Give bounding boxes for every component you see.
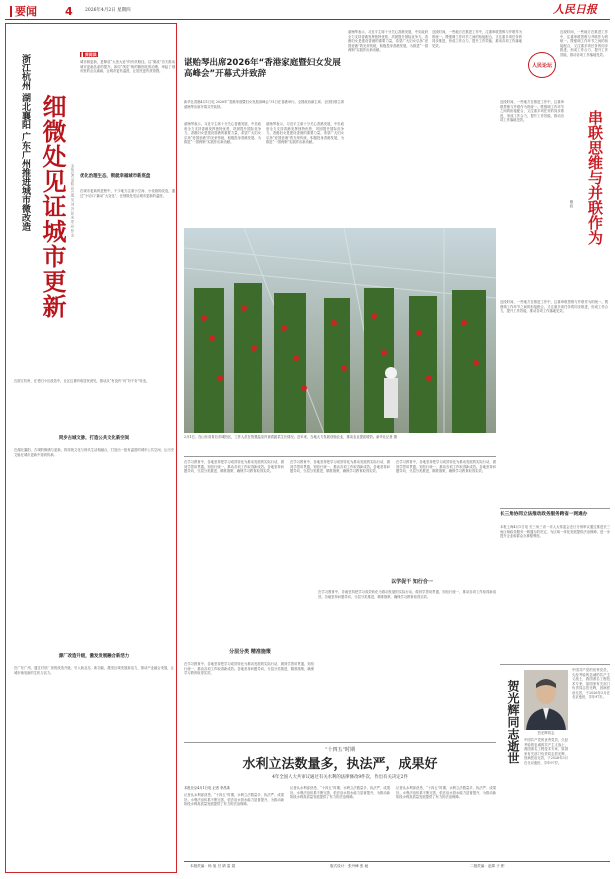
- portrait-photo: [524, 670, 568, 730]
- mid-col-5: 在学习教育中，各地坚持把学习成效转化为推动发展的实际行动，做到学思用贯通、知信行统一，推动各项工作取得新成效。各地坚持问题导向，分层分类推进，精准施策，确保学习教育取得实效。: [318, 590, 496, 599]
- body-section-3: 在湖北襄阳，古城的修缮与更新，将传统文化与现代生活相融合，打造出一批有温度的城市公共空间，让历史文脉在城市更新中得到传承。: [14, 448, 174, 457]
- obituary-body-2: 中国共产党的优秀党员，久经考验的忠诚的共产主义战士，我国著名工程技术专家，原国家有关部门负责同志贺光辉，因病医治无效，于2026年3月在北京逝世，享年97岁。: [524, 738, 568, 765]
- editorial-author: 戴 辉: [570, 200, 574, 209]
- photo-caption: 2月1日，在山东省青岛市城阳区，工作人员在智慧温室内查看蔬菜生长情况。近年来，当地大力发展设施农业，推动农业提质增效。新华社记者 摄: [184, 435, 397, 439]
- feature-article: [5, 23, 177, 873]
- right-news-title: 长三角协同立法推动政务服务跨省一网通办: [500, 512, 588, 517]
- divider-right: [500, 508, 610, 509]
- editorial-body-top-2: 近段时间，一些地方在推进工作中，注重串联思维与并联作为的统一。既强调工作环节之间的衔接配合，又注重多项任务的同步推进，形成工作合力，提升工作效能，推动各项工作落地见效。: [560, 30, 608, 57]
- bottom-title: 水利立法数量多，执法严，成果好: [242, 757, 438, 772]
- bottom-subtitle: 4年全国人大共审议通过有关水利的法律修改9件次，作出有关决定2件: [272, 775, 408, 780]
- page-number: 4: [65, 5, 73, 18]
- footer-rule: [184, 861, 610, 862]
- body-section-2: 在浙江杭州，在老旧小区改造中，社区注重听取居民意见，推动从“有没有”向“好不好”转变。: [14, 379, 150, 383]
- footer-design: 版式设计：张丹峰 张 驰: [330, 864, 369, 868]
- divider-mid: [184, 456, 496, 457]
- bottom-body-3: 记者从水利部获悉，“十四五”时期，水利立法数量多、执法严、成果好。水利法治体系不断完善，依法治水管水能力显著提升，为推动新阶段水利高质量发展提供了有力的法治保障。: [396, 786, 496, 799]
- body-section-4: 在广东广州，通过对旧厂房的改造升级，引入新业态、新功能，激发区域发展新活力，推动产业融合发展，让城市焕发新的生机与活力。: [14, 666, 174, 675]
- footer-editor: 本版责编：杨 旭 吕 婧 雷 超: [190, 864, 236, 868]
- byline: 本报记者 窦皓 孙兴康 吴 刘 冯 张 宋 蒙 孙 张 金: [70, 164, 74, 238]
- section-divider: [10, 6, 12, 17]
- editorial-title: 串联思维与并联作为: [586, 110, 604, 245]
- editorial-logo: [528, 52, 556, 78]
- editorial-body-bottom: 近段时间，一些地方在推进工作中，注重串联思维与并联作为的统一。既强调工作环节之间的衔接配合，又注重多项任务的同步推进，形成工作合力，提升工作效能，推动各项工作落地见效。: [500, 300, 608, 313]
- column-badge: ▌深阅读: [81, 52, 97, 57]
- mid-title-a: 以学促干 知行合一: [391, 579, 433, 585]
- kicker: 浙江杭州 湖北襄阳 广东广州推进城市微改造: [20, 54, 30, 232]
- editorial-body-top: 近段时间，一些地方在推进工作中，注重串联思维与并联作为的统一。既强调工作环节之间的衔接配合，又注重多项任务的同步推进，形成工作合力，提升工作效能，推动各项工作落地见效。: [432, 30, 522, 48]
- column-label: 深阅读: [84, 52, 97, 57]
- headline: 细微处见证城市更新: [38, 94, 66, 319]
- top-story-lead: 新华社香港4月1日电 2026年“香港家庭暨妇女发展高峰会”31日在香港举行。全国政协副主席、全国妇联主席谌贻琴出席开幕式并致辞。: [184, 100, 344, 109]
- body-lead: 城市微更新，是释放“大美大爱”的有效路径。以“微改”功夫推动城市更新品质的提升。如同“绣花”般的精细化的治理，串起了城市里的点点滴滴，让城市更有温度，让居民更有获得感。: [80, 60, 175, 73]
- section-name: 要闻: [15, 5, 37, 18]
- bottom-kicker: “十四五”时期: [324, 747, 356, 753]
- portrait-graphic: [524, 670, 568, 730]
- greenhouse-photo-graphic: [184, 228, 496, 433]
- mid-col-3: 在学习教育中，各地坚持把学习成效转化为推动发展的实际行动，做到学思用贯通、知信行统一，推动各项工作取得新成效。各地坚持问题导向，分层分类推进，精准施策，确保学习教育取得实效。: [396, 460, 496, 473]
- editorial-logo-text: 人民论坛: [531, 63, 552, 69]
- divider-bottom: [184, 742, 496, 743]
- obituary-title: 贺光辉同志逝世: [506, 680, 520, 764]
- subheading-3: 源厂改造升级，激发发展融合新活力: [58, 654, 130, 659]
- mid-col-2: 在学习教育中，各地坚持把学习成效转化为推动发展的实际行动，做到学思用贯通、知信行统一，推动各项工作取得新成效。各地坚持问题导向，分层分类推进，精准施策，确保学习教育取得实效。: [290, 460, 390, 473]
- subheading-1: 优化治理生态，锁就幸福城市新底盘: [80, 174, 151, 179]
- page-header: [5, 4, 610, 20]
- mid-title-b: 分层分类 精准施策: [229, 649, 271, 655]
- top-story-body-2: 谌贻琴表示，习近平主席十分关心香港发展，中央政府全力支持香港发挥独特优势，巩固提升国际竞争力。香港妇女是建设香港的重要力量，希望广大妇女弘扬“爱国爱港”的光荣传统，积极投身香港发展，为推进“一国两制”实践作出新贡献。: [266, 122, 344, 144]
- divider-obit: [500, 664, 610, 665]
- right-news-body: 本报上海4月1日电 长三角三省一市人大常委会近日分别审议通过推进长三角区域政务服务一网通办的决定，为区域一体化发展提供法治保障，进一步提升企业和群众办事便利度。: [500, 525, 610, 538]
- issue-date: 2026年4月2日 星期四: [85, 8, 131, 13]
- greenhouse-photo: [184, 228, 496, 433]
- obituary-body-1: 中国共产党的优秀党员，久经考验的忠诚的共产主义战士，我国著名工程技术专家，原国家有关部门负责同志贺光辉，因病医治无效，于2026年3月在北京逝世，享年97岁。: [572, 668, 610, 699]
- bottom-body-2: 记者从水利部获悉，“十四五”时期，水利立法数量多、执法严、成果好。水利法治体系不断完善，依法治水管水能力显著提升，为推动新阶段水利高质量发展提供了有力的法治保障。: [290, 786, 390, 799]
- mid-col-1: 在学习教育中，各地坚持把学习成效转化为推动发展的实际行动，做到学思用贯通、知信行统一，推动各项工作取得新成效。各地坚持问题导向，分层分类推进，精准施策，确保学习教育取得实效。: [184, 460, 284, 473]
- top-story-title: 谌贻琴出席2026年“香港家庭暨妇女发展高峰会”开幕式并致辞: [184, 58, 341, 79]
- footer-right: 二版责编：赵婧 子 彬: [470, 864, 505, 868]
- body-section-1: 在城市更新的进程中，不少地方注重小空间、小设施的改造，通过“小切口”撬动“大变化”，在细微处见证城市更新的温度。: [80, 189, 175, 198]
- bottom-byline: 本报北京4月1日电 记者 李昌禹: [184, 786, 230, 790]
- top-story-body-3: 谌贻琴表示，习近平主席十分关心香港发展，中央政府全力支持香港发挥独特优势，巩固提升国际竞争力。香港妇女是建设香港的重要力量，希望广大妇女弘扬“爱国爱港”的光荣传统，积极投身香港发展，为推进“一国两制”实践作出新贡献。: [348, 30, 428, 52]
- top-story-body: 谌贻琴表示，习近平主席十分关心香港发展，中央政府全力支持香港发挥独特优势，巩固提升国际竞争力。香港妇女是建设香港的重要力量，希望广大妇女弘扬“爱国爱港”的光荣传统，积极投身香港发展，为推进“一国两制”实践作出新贡献。: [184, 122, 261, 144]
- bottom-body-1: 记者从水利部获悉，“十四五”时期，水利立法数量多、执法严、成果好。水利法治体系不断完善，依法治水管水能力显著提升，为推动新阶段水利高质量发展提供了有力的法治保障。: [184, 793, 284, 806]
- masthead-logo: 人民日报: [553, 3, 597, 16]
- portrait-caption: 贺光辉同志: [537, 731, 555, 735]
- editorial-body: 近段时间，一些地方在推进工作中，注重串联思维与并联作为的统一。既强调工作环节之间的衔接配合，又注重多项任务的同步推进，形成工作合力，提升工作效能，推动各项工作落地见效。: [500, 100, 564, 122]
- mid-col-4: 在学习教育中，各地坚持把学习成效转化为推动发展的实际行动，做到学思用贯通、知信行统一，推动各项工作取得新成效。各地坚持问题导向，分层分类推进，精准施策，确保学习教育取得实效。: [184, 662, 314, 675]
- subheading-2: 同步古城文脉，打造公共文化新空间: [58, 436, 130, 441]
